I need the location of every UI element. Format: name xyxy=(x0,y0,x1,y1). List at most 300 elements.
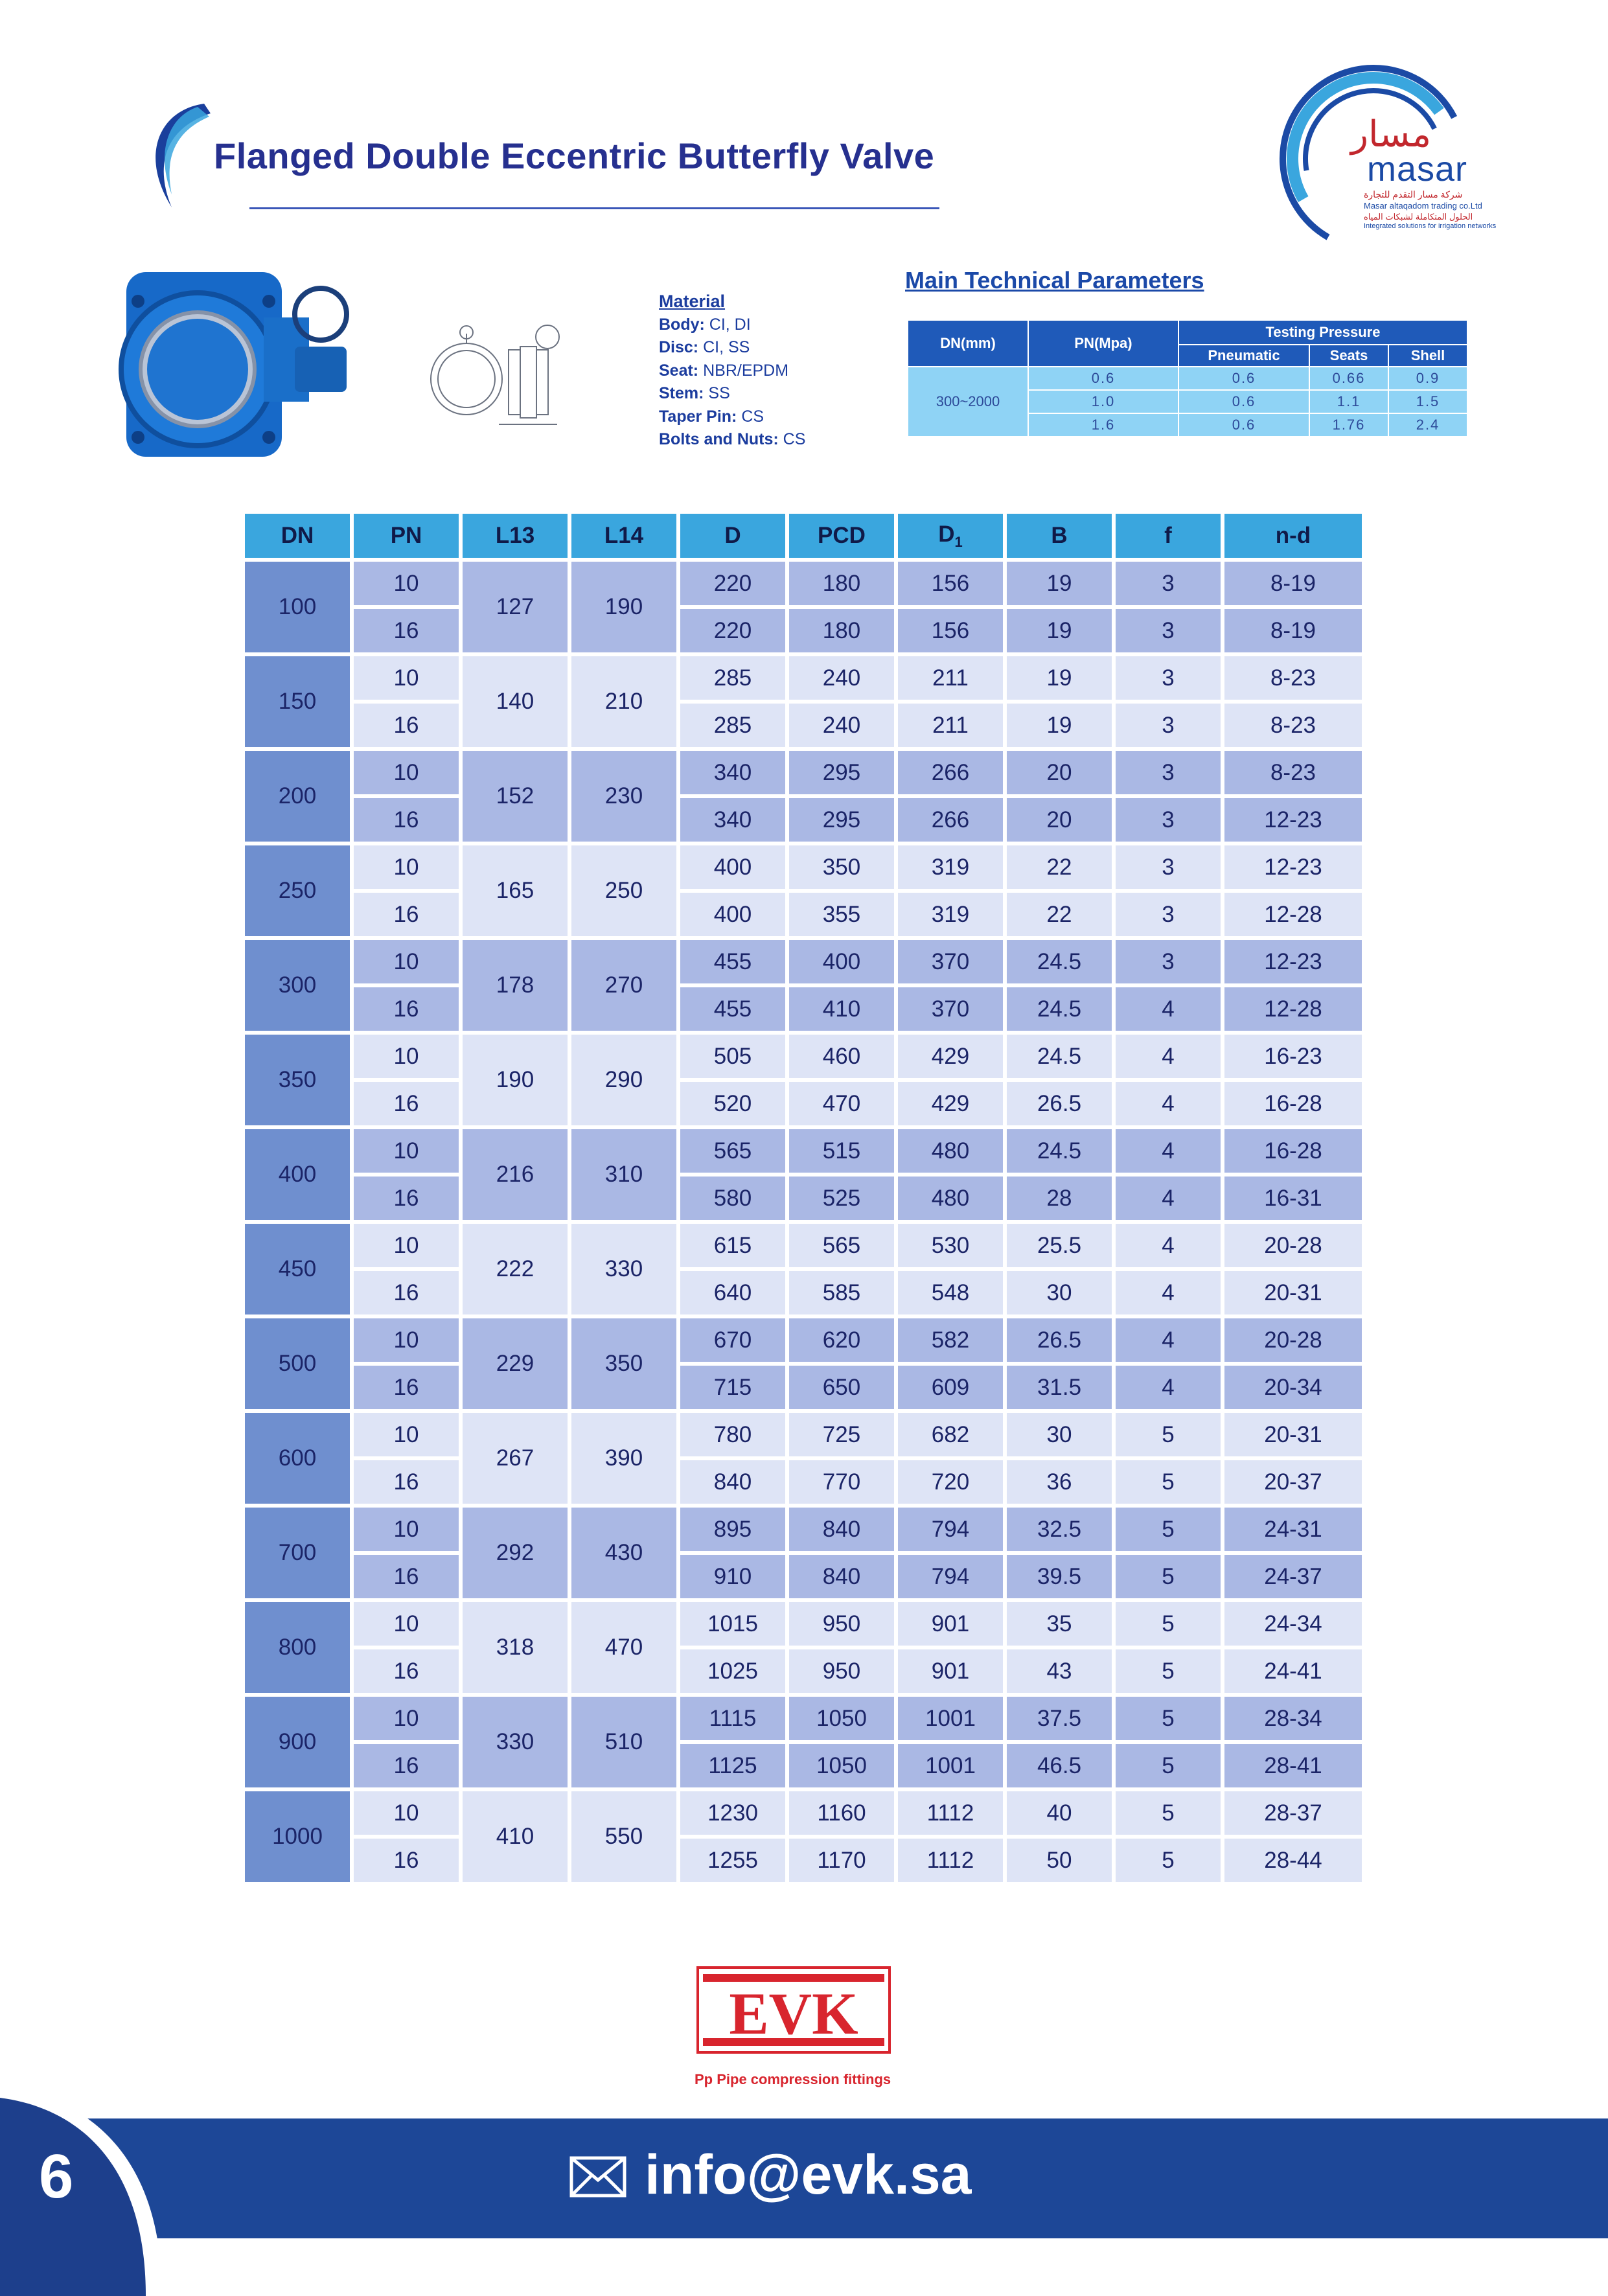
cell-pn: 16 xyxy=(354,1366,459,1409)
cell-nd: 16-28 xyxy=(1224,1082,1362,1125)
cell-pn: 10 xyxy=(354,1602,459,1646)
cell-nd: 20-31 xyxy=(1224,1413,1362,1456)
cell-b: 24.5 xyxy=(1007,987,1112,1031)
mail-icon xyxy=(569,2154,627,2199)
cell-d: 340 xyxy=(680,751,785,794)
cell-pn: 10 xyxy=(354,656,459,700)
cell-l14: 550 xyxy=(571,1791,676,1882)
cell-d1: 682 xyxy=(898,1413,1003,1456)
cell-b: 20 xyxy=(1007,798,1112,842)
cell-dn: 300 xyxy=(245,940,350,1031)
cell-pn: 16 xyxy=(354,1839,459,1882)
cell-nd: 28-34 xyxy=(1224,1697,1362,1740)
table-row xyxy=(245,940,1362,983)
masar-subtitle-en: Masar altaqadom trading co.Ltd xyxy=(1364,201,1482,211)
cell-nd: 16-23 xyxy=(1224,1035,1362,1078)
cell-d: 400 xyxy=(680,845,785,889)
cell-nd: 20-37 xyxy=(1224,1460,1362,1504)
cell-l14: 430 xyxy=(571,1508,676,1598)
cell-b: 36 xyxy=(1007,1460,1112,1504)
cell-nd: 28-37 xyxy=(1224,1791,1362,1835)
evk-logo xyxy=(696,1966,891,2054)
cell-b: 20 xyxy=(1007,751,1112,794)
cell-pcd: 1170 xyxy=(789,1839,894,1882)
table-row xyxy=(245,1271,1362,1314)
table-row xyxy=(245,893,1362,936)
cell-d: 840 xyxy=(680,1460,785,1504)
cell-f: 5 xyxy=(1116,1602,1221,1646)
cell-pcd: 950 xyxy=(789,1649,894,1693)
cell-l14: 510 xyxy=(571,1697,676,1787)
cell-nd: 20-28 xyxy=(1224,1224,1362,1267)
cell-d1: 1112 xyxy=(898,1791,1003,1835)
cell-f: 4 xyxy=(1116,1082,1221,1125)
cell-b: 19 xyxy=(1007,704,1112,747)
cell-b: 50 xyxy=(1007,1839,1112,1882)
cell-f: 3 xyxy=(1116,609,1221,652)
cell-nd: 20-34 xyxy=(1224,1366,1362,1409)
cell-nd: 28-41 xyxy=(1224,1744,1362,1787)
cell-pcd: 1050 xyxy=(789,1744,894,1787)
cell-f: 4 xyxy=(1116,1129,1221,1173)
cell-d: 670 xyxy=(680,1318,785,1362)
cell-d1: 1001 xyxy=(898,1697,1003,1740)
cell-d1: 211 xyxy=(898,656,1003,700)
cell-l14: 390 xyxy=(571,1413,676,1504)
cell-b: 30 xyxy=(1007,1413,1112,1456)
cell-d1: 582 xyxy=(898,1318,1003,1362)
cell-d1: 901 xyxy=(898,1649,1003,1693)
cell-d: 580 xyxy=(680,1177,785,1220)
cell-l13: 267 xyxy=(463,1413,568,1504)
table-row xyxy=(245,1460,1362,1504)
cell-d1: 429 xyxy=(898,1082,1003,1125)
cell-f: 3 xyxy=(1116,704,1221,747)
cell-f: 4 xyxy=(1116,1318,1221,1362)
cell-pcd: 950 xyxy=(789,1602,894,1646)
cell-f: 5 xyxy=(1116,1460,1221,1504)
header-l13: L13 xyxy=(463,514,568,558)
cell-d: 640 xyxy=(680,1271,785,1314)
masar-tagline-en: Integrated solutions for irrigation networks xyxy=(1364,222,1497,230)
cell-pn: 16 xyxy=(354,987,459,1031)
cell-d1: 609 xyxy=(898,1366,1003,1409)
cell-l14: 190 xyxy=(571,562,676,652)
masar-subtitle-ar: شركة مسار التقدم للتجارة xyxy=(1364,189,1463,200)
cell-pcd: 240 xyxy=(789,656,894,700)
contact-email[interactable]: info@evk.sa xyxy=(645,2144,972,2206)
cell-dn: 250 xyxy=(245,845,350,936)
cell-pcd: 770 xyxy=(789,1460,894,1504)
cell-b: 35 xyxy=(1007,1602,1112,1646)
cell-dn: 350 xyxy=(245,1035,350,1125)
cell-f: 3 xyxy=(1116,562,1221,605)
cell-pn: 16 xyxy=(354,1082,459,1125)
cell-d: 780 xyxy=(680,1413,785,1456)
cell-l13: 410 xyxy=(463,1791,568,1882)
cell-d1: 319 xyxy=(898,893,1003,936)
cell-d1: 156 xyxy=(898,609,1003,652)
cell-b: 22 xyxy=(1007,845,1112,889)
cell-d1: 794 xyxy=(898,1555,1003,1598)
cell-b: 25.5 xyxy=(1007,1224,1112,1267)
material-item-bolts-nuts: Bolts and Nuts: CS xyxy=(659,430,806,448)
cell-f: 4 xyxy=(1116,1224,1221,1267)
table-row xyxy=(245,562,1362,605)
tech-header-seats: Seats xyxy=(1309,345,1388,367)
title-underline xyxy=(249,207,939,209)
cell-l13: 318 xyxy=(463,1602,568,1693)
tech-header-dn: DN(mm) xyxy=(908,320,1028,367)
cell-d: 400 xyxy=(680,893,785,936)
cell-dn: 700 xyxy=(245,1508,350,1598)
header-f: f xyxy=(1116,514,1221,558)
cell-nd: 24-37 xyxy=(1224,1555,1362,1598)
cell-nd: 16-31 xyxy=(1224,1177,1362,1220)
table-body xyxy=(245,562,1362,1882)
cell-pcd: 725 xyxy=(789,1413,894,1456)
cell-pcd: 620 xyxy=(789,1318,894,1362)
material-item-stem: Stem: SS xyxy=(659,384,730,402)
cell-d: 1125 xyxy=(680,1744,785,1787)
cell-l13: 222 xyxy=(463,1224,568,1314)
cell-pcd: 1160 xyxy=(789,1791,894,1835)
header-d: D xyxy=(680,514,785,558)
cell-pcd: 470 xyxy=(789,1082,894,1125)
cell-l14: 230 xyxy=(571,751,676,842)
cell-b: 19 xyxy=(1007,656,1112,700)
cell-pn: 10 xyxy=(354,1035,459,1078)
cell-d: 520 xyxy=(680,1082,785,1125)
tech-cell: 0.6 xyxy=(1028,367,1178,390)
table-row xyxy=(245,1697,1362,1740)
cell-pcd: 565 xyxy=(789,1224,894,1267)
cell-l13: 330 xyxy=(463,1697,568,1787)
cell-d: 615 xyxy=(680,1224,785,1267)
cell-d: 285 xyxy=(680,656,785,700)
cell-l14: 290 xyxy=(571,1035,676,1125)
cell-pcd: 410 xyxy=(789,987,894,1031)
cell-d: 1115 xyxy=(680,1697,785,1740)
cell-nd: 24-41 xyxy=(1224,1649,1362,1693)
material-item-taper-pin: Taper Pin: CS xyxy=(659,407,764,426)
cell-f: 5 xyxy=(1116,1413,1221,1456)
cell-l14: 350 xyxy=(571,1318,676,1409)
cell-b: 19 xyxy=(1007,609,1112,652)
cell-d: 895 xyxy=(680,1508,785,1551)
cell-pn: 16 xyxy=(354,1555,459,1598)
cell-l13: 140 xyxy=(463,656,568,747)
cell-d: 285 xyxy=(680,704,785,747)
header-b: B xyxy=(1007,514,1112,558)
cell-d1: 480 xyxy=(898,1129,1003,1173)
cell-pcd: 515 xyxy=(789,1129,894,1173)
table-row xyxy=(245,1366,1362,1409)
cell-l13: 216 xyxy=(463,1129,568,1220)
cell-nd: 8-19 xyxy=(1224,609,1362,652)
cell-b: 37.5 xyxy=(1007,1697,1112,1740)
cell-l13: 127 xyxy=(463,562,568,652)
cell-d1: 156 xyxy=(898,562,1003,605)
page-title: Flanged Double Eccentric Butterfly Valve xyxy=(214,135,935,176)
tech-params-table xyxy=(907,319,1468,437)
cell-pcd: 180 xyxy=(789,562,894,605)
cell-nd: 24-34 xyxy=(1224,1602,1362,1646)
table-row xyxy=(245,798,1362,842)
cell-f: 5 xyxy=(1116,1649,1221,1693)
tech-cell: 0.6 xyxy=(1178,390,1309,413)
material-item-seat: Seat: NBR/EPDM xyxy=(659,361,789,380)
tech-cell: 1.1 xyxy=(1309,390,1388,413)
header-l14: L14 xyxy=(571,514,676,558)
header-pcd: PCD xyxy=(789,514,894,558)
cell-d1: 211 xyxy=(898,704,1003,747)
cell-pn: 16 xyxy=(354,704,459,747)
cell-f: 5 xyxy=(1116,1697,1221,1740)
cell-f: 3 xyxy=(1116,845,1221,889)
cell-pn: 16 xyxy=(354,1460,459,1504)
cell-b: 32.5 xyxy=(1007,1508,1112,1551)
cell-b: 24.5 xyxy=(1007,1035,1112,1078)
cell-pn: 10 xyxy=(354,940,459,983)
cell-d: 455 xyxy=(680,940,785,983)
cell-pn: 16 xyxy=(354,798,459,842)
valve-photo xyxy=(113,262,366,463)
cell-pn: 16 xyxy=(354,1744,459,1787)
table-row xyxy=(245,987,1362,1031)
header-nd: n-d xyxy=(1224,514,1362,558)
cell-pcd: 460 xyxy=(789,1035,894,1078)
table-row xyxy=(245,1177,1362,1220)
table-row xyxy=(245,751,1362,794)
cell-pn: 10 xyxy=(354,1413,459,1456)
cell-pcd: 840 xyxy=(789,1555,894,1598)
cell-pcd: 650 xyxy=(789,1366,894,1409)
header-d1: $D_1$ xyxy=(898,514,1003,558)
cell-pn: 10 xyxy=(354,1791,459,1835)
table-row xyxy=(245,1791,1362,1835)
cell-f: 4 xyxy=(1116,987,1221,1031)
cell-d: 910 xyxy=(680,1555,785,1598)
header-pn: PN xyxy=(354,514,459,558)
material-list xyxy=(659,290,805,452)
cell-d1: 370 xyxy=(898,940,1003,983)
cell-d1: 266 xyxy=(898,751,1003,794)
table-row xyxy=(245,845,1362,889)
cell-d: 220 xyxy=(680,562,785,605)
cell-b: 26.5 xyxy=(1007,1082,1112,1125)
cell-d1: 901 xyxy=(898,1602,1003,1646)
cell-d1: 480 xyxy=(898,1177,1003,1220)
material-item-body: Body: CI, DI xyxy=(659,315,751,334)
cell-d: 505 xyxy=(680,1035,785,1078)
cell-nd: 24-31 xyxy=(1224,1508,1362,1551)
masar-arabic-name: مسار xyxy=(1351,113,1432,155)
tech-cell: 0.9 xyxy=(1388,367,1467,390)
table-row xyxy=(245,1602,1362,1646)
cell-d1: 370 xyxy=(898,987,1003,1031)
cell-pcd: 180 xyxy=(789,609,894,652)
tech-cell: 1.6 xyxy=(1028,413,1178,437)
cell-nd: 8-23 xyxy=(1224,656,1362,700)
header-dn: DN xyxy=(245,514,350,558)
cell-f: 4 xyxy=(1116,1271,1221,1314)
cell-pn: 16 xyxy=(354,1177,459,1220)
cell-nd: 12-23 xyxy=(1224,845,1362,889)
cell-d: 220 xyxy=(680,609,785,652)
cell-b: 39.5 xyxy=(1007,1555,1112,1598)
masar-wordmark: masar xyxy=(1367,150,1468,189)
cell-nd: 12-28 xyxy=(1224,987,1362,1031)
valve-drawing xyxy=(428,321,577,431)
table-row xyxy=(245,1318,1362,1362)
cell-f: 5 xyxy=(1116,1744,1221,1787)
tech-cell: 1.5 xyxy=(1388,390,1467,413)
footer-page-tab xyxy=(0,2073,168,2296)
cell-f: 5 xyxy=(1116,1791,1221,1835)
cell-f: 3 xyxy=(1116,893,1221,936)
cell-dn: 1000 xyxy=(245,1791,350,1882)
swoosh-icon xyxy=(133,97,217,214)
cell-dn: 800 xyxy=(245,1602,350,1693)
cell-f: 5 xyxy=(1116,1555,1221,1598)
cell-l14: 330 xyxy=(571,1224,676,1314)
cell-d1: 429 xyxy=(898,1035,1003,1078)
cell-d1: 319 xyxy=(898,845,1003,889)
cell-nd: 12-23 xyxy=(1224,940,1362,983)
cell-d1: 548 xyxy=(898,1271,1003,1314)
material-item-disc: Disc: CI, SS xyxy=(659,338,750,356)
table-row xyxy=(245,1744,1362,1787)
table-row xyxy=(245,1082,1362,1125)
cell-pcd: 1050 xyxy=(789,1697,894,1740)
cell-l13: 292 xyxy=(463,1508,568,1598)
table-row xyxy=(245,1649,1362,1693)
cell-nd: 12-23 xyxy=(1224,798,1362,842)
tech-cell: 1.0 xyxy=(1028,390,1178,413)
cell-l14: 210 xyxy=(571,656,676,747)
cell-dn: 100 xyxy=(245,562,350,652)
cell-pn: 10 xyxy=(354,751,459,794)
masar-tagline-ar: الحلول المتكاملة لشبكات المياه xyxy=(1364,212,1473,222)
cell-b: 24.5 xyxy=(1007,940,1112,983)
cell-f: 5 xyxy=(1116,1508,1221,1551)
cell-pcd: 400 xyxy=(789,940,894,983)
cell-b: 43 xyxy=(1007,1649,1112,1693)
cell-pcd: 295 xyxy=(789,798,894,842)
cell-d1: 1001 xyxy=(898,1744,1003,1787)
cell-b: 26.5 xyxy=(1007,1318,1112,1362)
cell-d: 565 xyxy=(680,1129,785,1173)
table-header-row xyxy=(245,514,1362,558)
tech-cell: 1.76 xyxy=(1309,413,1388,437)
cell-nd: 8-23 xyxy=(1224,751,1362,794)
cell-dn: 450 xyxy=(245,1224,350,1314)
table-row xyxy=(245,1035,1362,1078)
tech-header-pneumatic: Pneumatic xyxy=(1178,345,1309,367)
cell-pn: 10 xyxy=(354,1318,459,1362)
cell-b: 30 xyxy=(1007,1271,1112,1314)
cell-d: 1015 xyxy=(680,1602,785,1646)
cell-pn: 16 xyxy=(354,1271,459,1314)
cell-f: 3 xyxy=(1116,656,1221,700)
cell-dn: 500 xyxy=(245,1318,350,1409)
cell-f: 5 xyxy=(1116,1839,1221,1882)
tech-cell: 2.4 xyxy=(1388,413,1467,437)
cell-dn: 200 xyxy=(245,751,350,842)
cell-d1: 266 xyxy=(898,798,1003,842)
cell-nd: 16-28 xyxy=(1224,1129,1362,1173)
page-number: 6 xyxy=(39,2142,74,2211)
cell-nd: 8-19 xyxy=(1224,562,1362,605)
tech-params-title: Main Technical Parameters xyxy=(905,267,1204,293)
cell-pn: 10 xyxy=(354,1224,459,1267)
cell-pn: 10 xyxy=(354,1508,459,1551)
cell-nd: 28-44 xyxy=(1224,1839,1362,1882)
table-row xyxy=(245,704,1362,747)
cell-pcd: 240 xyxy=(789,704,894,747)
cell-l14: 470 xyxy=(571,1602,676,1693)
cell-l13: 190 xyxy=(463,1035,568,1125)
tech-header-shell: Shell xyxy=(1388,345,1467,367)
cell-f: 3 xyxy=(1116,940,1221,983)
cell-f: 4 xyxy=(1116,1366,1221,1409)
cell-b: 22 xyxy=(1007,893,1112,936)
cell-dn: 600 xyxy=(245,1413,350,1504)
cell-d1: 794 xyxy=(898,1508,1003,1551)
cell-f: 3 xyxy=(1116,798,1221,842)
cell-d: 455 xyxy=(680,987,785,1031)
material-heading: Material xyxy=(659,292,726,311)
cell-b: 28 xyxy=(1007,1177,1112,1220)
cell-pn: 16 xyxy=(354,609,459,652)
cell-dn: 900 xyxy=(245,1697,350,1787)
cell-pcd: 525 xyxy=(789,1177,894,1220)
cell-pcd: 840 xyxy=(789,1508,894,1551)
cell-pcd: 350 xyxy=(789,845,894,889)
cell-l14: 270 xyxy=(571,940,676,1031)
cell-f: 4 xyxy=(1116,1177,1221,1220)
cell-l14: 310 xyxy=(571,1129,676,1220)
cell-f: 4 xyxy=(1116,1035,1221,1078)
tech-cell: 0.6 xyxy=(1178,367,1309,390)
cell-d1: 530 xyxy=(898,1224,1003,1267)
cell-l13: 178 xyxy=(463,940,568,1031)
cell-d: 715 xyxy=(680,1366,785,1409)
tech-dn-range: 300~2000 xyxy=(908,367,1028,437)
cell-d1: 1112 xyxy=(898,1839,1003,1882)
cell-pcd: 295 xyxy=(789,751,894,794)
table-row xyxy=(245,1508,1362,1551)
table-row xyxy=(245,1413,1362,1456)
cell-l13: 152 xyxy=(463,751,568,842)
cell-pcd: 355 xyxy=(789,893,894,936)
cell-dn: 150 xyxy=(245,656,350,747)
cell-nd: 20-31 xyxy=(1224,1271,1362,1314)
cell-d: 1230 xyxy=(680,1791,785,1835)
cell-d: 340 xyxy=(680,798,785,842)
tech-header-testing: Testing Pressure xyxy=(1178,320,1467,345)
cell-b: 19 xyxy=(1007,562,1112,605)
cell-d1: 720 xyxy=(898,1460,1003,1504)
cell-pn: 16 xyxy=(354,893,459,936)
table-row xyxy=(245,609,1362,652)
cell-d: 1025 xyxy=(680,1649,785,1693)
cell-b: 31.5 xyxy=(1007,1366,1112,1409)
table-row xyxy=(245,1224,1362,1267)
tech-header-pn: PN(Mpa) xyxy=(1028,320,1178,367)
evk-caption: Pp Pipe compression fittings xyxy=(695,2071,891,2087)
